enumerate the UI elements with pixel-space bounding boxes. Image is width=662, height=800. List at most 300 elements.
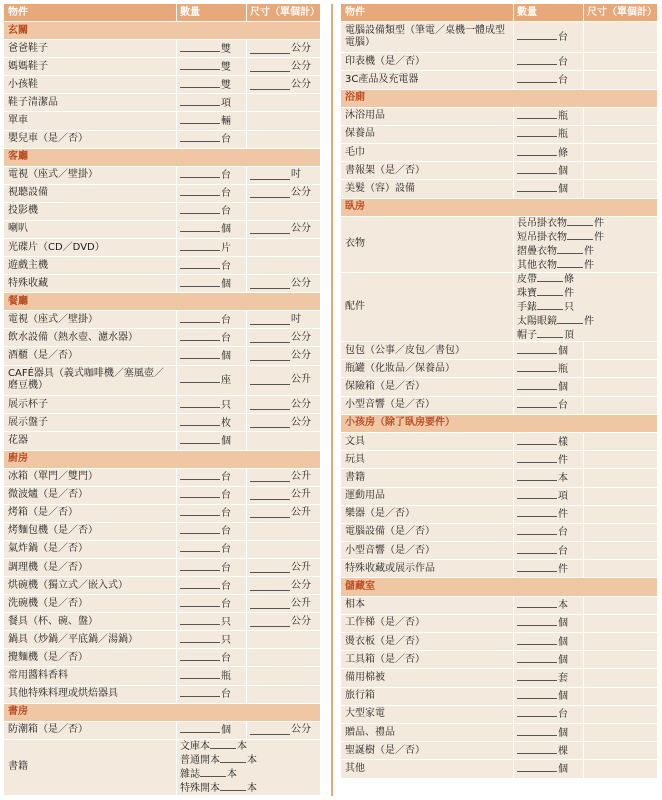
quantity-cell <box>513 760 583 777</box>
fill-in-blank[interactable] <box>180 78 220 88</box>
fill-in-blank[interactable] <box>180 313 220 323</box>
fill-in-blank[interactable] <box>180 561 220 571</box>
fill-in-blank[interactable] <box>517 762 557 772</box>
quantity-cell <box>513 397 583 414</box>
size-unit: 公分 <box>291 223 311 235</box>
size-unit: 公分 <box>291 615 311 627</box>
size-unit: 公分 <box>291 187 311 199</box>
size-cell <box>583 651 657 668</box>
quantity-unit: 只 <box>221 399 231 411</box>
section-label: 小孩房（除了臥房要件） <box>345 417 455 429</box>
item-name: 書籍 <box>345 471 365 483</box>
item-name: 酒櫃（是／否） <box>8 350 78 362</box>
sub-item-label: 長吊掛衣物 <box>517 218 567 230</box>
quantity-cell <box>513 560 583 577</box>
size-cell <box>246 94 320 111</box>
size-cell <box>583 760 657 777</box>
size-cell <box>583 542 657 559</box>
left-table <box>4 4 320 796</box>
quantity-cell <box>176 722 246 739</box>
quantity-cell <box>176 649 246 666</box>
fill-in-blank[interactable] <box>180 114 220 124</box>
quantity-cell <box>176 94 246 111</box>
fill-in-blank[interactable] <box>250 333 290 343</box>
item-name: 嬰兒車（是／否） <box>8 133 88 145</box>
size-cell <box>246 577 320 594</box>
fill-in-blank[interactable] <box>180 132 220 142</box>
size-cell <box>246 523 320 540</box>
size-cell <box>246 40 320 57</box>
quantity-cell <box>513 506 583 523</box>
quantity-unit: 台 <box>221 170 231 182</box>
size-unit: 公分 <box>291 398 311 410</box>
fill-in-blank[interactable] <box>180 687 220 697</box>
quantity-unit: 個 <box>558 654 568 666</box>
fill-in-blank[interactable] <box>567 216 593 226</box>
item-name: 贈品、禮品 <box>345 726 395 738</box>
fill-in-blank[interactable] <box>250 62 290 72</box>
fill-in-blank[interactable] <box>180 651 220 661</box>
quantity-cell <box>513 451 583 468</box>
quantity-unit: 座 <box>221 375 231 387</box>
sub-item-label: 雜誌 <box>180 769 200 781</box>
table-row <box>4 94 320 112</box>
item-name: 電視（座式／壁掛） <box>8 169 98 181</box>
fill-in-blank[interactable] <box>180 331 220 341</box>
table-row <box>4 686 320 704</box>
item-name: 展示盤子 <box>8 416 48 428</box>
item-name: 單車 <box>8 115 28 126</box>
quantity-unit: 本 <box>558 600 568 612</box>
quantity-cell <box>176 487 246 504</box>
item-name: 烤箱（是／否） <box>8 507 78 519</box>
quantity-cell <box>176 257 246 274</box>
fill-in-blank[interactable] <box>180 416 220 426</box>
fill-in-blank[interactable] <box>180 186 220 196</box>
fill-in-blank[interactable] <box>180 241 220 251</box>
sub-item <box>517 314 654 328</box>
item-name: 包包（公事／皮包／書包） <box>345 344 465 356</box>
fill-in-blank[interactable] <box>180 204 220 214</box>
fill-in-blank[interactable] <box>180 470 220 480</box>
fill-in-blank[interactable] <box>250 224 290 234</box>
size-cell <box>583 524 657 541</box>
size-unit: 吋 <box>291 313 301 325</box>
fill-in-blank[interactable] <box>180 349 220 359</box>
fill-in-blank[interactable] <box>250 418 290 428</box>
size-unit: 公升 <box>291 507 311 519</box>
table-row <box>4 559 320 577</box>
size-unit: 公升 <box>291 374 311 386</box>
table-row <box>341 633 657 651</box>
fill-in-blank[interactable] <box>557 314 583 324</box>
sub-item-label: 太陽眼鏡 <box>517 315 557 327</box>
size-cell <box>246 396 320 413</box>
item-name: 書籍 <box>8 761 28 773</box>
quantity-unit: 個 <box>558 345 568 357</box>
quantity-cell <box>176 559 246 576</box>
fill-in-blank[interactable] <box>250 400 290 410</box>
sub-item <box>517 272 654 286</box>
item-name: 小型音響（是／否） <box>345 544 435 556</box>
header-item: 物件 <box>345 6 365 18</box>
table-row <box>341 53 657 71</box>
sub-item-label: 短吊掛衣物 <box>517 232 567 244</box>
size-unit: 公升 <box>291 597 311 609</box>
fill-in-blank[interactable] <box>200 767 226 777</box>
fill-in-blank[interactable] <box>180 398 220 408</box>
size-cell <box>583 615 657 632</box>
item-name: 洗碗機（是／否） <box>8 597 88 609</box>
quantity-cell <box>513 433 583 450</box>
table-row <box>341 724 657 742</box>
item-name: 美髮（容）設備 <box>345 183 415 195</box>
section-heading <box>341 199 657 217</box>
fill-in-blank[interactable] <box>517 744 557 754</box>
table-row <box>341 451 657 469</box>
fill-in-blank[interactable] <box>250 581 290 591</box>
quantity-cell <box>513 342 583 359</box>
fill-in-blank[interactable] <box>517 30 557 40</box>
quantity-cell <box>176 686 246 703</box>
quantity-unit: 本 <box>558 472 568 484</box>
table-row <box>4 667 320 685</box>
quantity-unit: 件 <box>584 260 594 272</box>
fill-in-blank[interactable] <box>517 616 557 626</box>
table-row <box>341 760 657 778</box>
quantity-cell <box>513 217 657 272</box>
quantity-unit: 個 <box>558 763 568 775</box>
sub-item <box>180 739 317 753</box>
size-cell <box>583 488 657 505</box>
fill-in-blank[interactable] <box>517 380 557 390</box>
table-row <box>341 433 657 451</box>
table-row <box>4 221 320 239</box>
item-name: 防潮箱（是／否） <box>8 724 88 736</box>
quantity-unit: 個 <box>558 636 568 648</box>
quantity-unit: 台 <box>221 188 231 200</box>
quantity-unit: 棵 <box>558 745 568 757</box>
fill-in-blank[interactable] <box>250 472 290 482</box>
quantity-unit: 個 <box>221 278 231 290</box>
size-cell <box>246 239 320 256</box>
fill-in-blank[interactable] <box>250 725 290 735</box>
quantity-cell <box>176 577 246 594</box>
quantity-cell <box>176 505 246 522</box>
fill-in-blank[interactable] <box>250 170 290 180</box>
quantity-cell <box>176 203 246 220</box>
fill-in-blank[interactable] <box>250 563 290 573</box>
fill-in-blank[interactable] <box>180 615 220 625</box>
table-row <box>4 649 320 667</box>
fill-in-blank[interactable] <box>250 375 290 385</box>
fill-in-blank[interactable] <box>537 272 563 282</box>
fill-in-blank[interactable] <box>517 598 557 608</box>
size-cell <box>246 329 320 346</box>
fill-in-blank[interactable] <box>517 55 557 65</box>
fill-in-blank[interactable] <box>517 109 557 119</box>
table-row <box>4 722 320 740</box>
item-name: 攪麵機（是／否） <box>8 651 88 663</box>
quantity-unit: 個 <box>558 691 568 703</box>
size-cell <box>583 724 657 741</box>
table-row <box>341 378 657 396</box>
table-row <box>4 523 320 541</box>
quantity-unit: 樣 <box>558 436 568 448</box>
item-name: 投影機 <box>8 205 38 217</box>
fill-in-blank[interactable] <box>537 300 563 310</box>
item-name: 烤麵包機（是／否） <box>8 525 98 537</box>
sub-item-label: 特殊開本 <box>180 783 220 795</box>
fill-in-blank[interactable] <box>557 258 583 268</box>
fill-in-blank[interactable] <box>517 525 557 535</box>
fill-in-blank[interactable] <box>180 60 220 70</box>
quantity-unit: 件 <box>584 315 594 327</box>
size-cell <box>246 559 320 576</box>
item-name: 沐浴用品 <box>345 110 385 122</box>
right-table <box>341 4 657 779</box>
table-row <box>341 71 657 89</box>
table-row <box>341 126 657 144</box>
table-row <box>4 631 320 649</box>
fill-in-blank[interactable] <box>180 524 220 534</box>
fill-in-blank[interactable] <box>250 599 290 609</box>
section-label: 書房 <box>8 706 28 718</box>
size-unit: 公分 <box>291 350 311 362</box>
fill-in-blank[interactable] <box>557 244 583 254</box>
table-row <box>4 239 320 257</box>
fill-in-blank[interactable] <box>517 398 557 408</box>
sub-item-label: 帽子 <box>517 329 537 341</box>
fill-in-blank[interactable] <box>220 753 246 763</box>
fill-in-blank[interactable] <box>250 351 290 361</box>
quantity-unit: 個 <box>558 618 568 630</box>
sub-item-label: 其他衣物 <box>517 260 557 272</box>
quantity-unit: 台 <box>558 400 568 412</box>
size-cell <box>246 505 320 522</box>
fill-in-blank[interactable] <box>180 542 220 552</box>
fill-in-blank[interactable] <box>180 669 220 679</box>
fill-in-blank[interactable] <box>517 73 557 83</box>
quantity-unit: 本 <box>237 741 247 753</box>
size-cell <box>246 257 320 274</box>
quantity-unit: 台 <box>221 490 231 502</box>
quantity-unit: 個 <box>221 725 231 737</box>
table-row <box>341 706 657 724</box>
fill-in-blank[interactable] <box>517 544 557 554</box>
table-row <box>341 273 657 342</box>
header-item: 物件 <box>8 6 28 18</box>
fill-in-blank[interactable] <box>250 315 290 325</box>
quantity-cell <box>513 615 583 632</box>
quantity-cell <box>176 469 246 486</box>
quantity-unit: 雙 <box>221 79 231 91</box>
fill-in-blank[interactable] <box>517 507 557 517</box>
fill-in-blank[interactable] <box>250 279 290 289</box>
size-cell <box>583 180 657 197</box>
item-name: 大型家電 <box>345 708 385 720</box>
quantity-cell <box>176 185 246 202</box>
fill-in-blank[interactable] <box>180 222 220 232</box>
size-unit: 公升 <box>291 471 311 483</box>
quantity-unit: 件 <box>558 563 568 575</box>
fill-in-blank[interactable] <box>517 146 557 156</box>
fill-in-blank[interactable] <box>250 188 290 198</box>
fill-in-blank[interactable] <box>517 635 557 645</box>
quantity-unit: 只 <box>221 616 231 628</box>
item-name: 媽媽鞋子 <box>8 60 48 72</box>
item-name: 其他特殊料理或烘焙器具 <box>8 688 118 700</box>
size-cell <box>246 686 320 703</box>
fill-in-blank[interactable] <box>250 44 290 54</box>
table-row <box>4 613 320 631</box>
quantity-unit: 個 <box>558 381 568 393</box>
fill-in-blank[interactable] <box>517 435 557 445</box>
item-name: 聖誕樹（是／否） <box>345 744 425 756</box>
section-label: 廚房 <box>8 453 28 465</box>
fill-in-blank[interactable] <box>517 127 557 137</box>
size-cell <box>583 342 657 359</box>
quantity-cell <box>176 432 246 449</box>
quantity-cell <box>176 221 246 238</box>
size-unit: 吋 <box>291 169 301 181</box>
fill-in-blank[interactable] <box>517 707 557 717</box>
size-cell <box>583 71 657 88</box>
table-row <box>4 40 320 58</box>
quantity-cell <box>176 167 246 184</box>
size-cell <box>583 126 657 143</box>
quantity-cell <box>513 542 583 559</box>
fill-in-blank[interactable] <box>180 633 220 643</box>
quantity-cell <box>513 71 583 88</box>
fill-in-blank[interactable] <box>180 597 220 607</box>
quantity-cell <box>176 131 246 148</box>
quantity-cell <box>513 108 583 125</box>
table-row <box>4 257 320 275</box>
size-cell <box>246 275 320 292</box>
fill-in-blank[interactable] <box>517 182 557 192</box>
fill-in-blank[interactable] <box>517 164 557 174</box>
fill-in-blank[interactable] <box>180 506 220 516</box>
fill-in-blank[interactable] <box>517 562 557 572</box>
fill-in-blank[interactable] <box>180 277 220 287</box>
quantity-unit: 片 <box>221 242 231 254</box>
item-name: 瓶罐（化妝品／保養品） <box>345 362 455 374</box>
size-cell <box>246 469 320 486</box>
size-cell <box>246 167 320 184</box>
fill-in-blank[interactable] <box>517 344 557 354</box>
item-name: 工具箱（是／否） <box>345 653 425 665</box>
table-row <box>341 397 657 415</box>
fill-in-blank[interactable] <box>220 781 246 791</box>
sub-item-label: 摺疊衣物 <box>517 246 557 258</box>
quantity-cell <box>176 76 246 93</box>
table-row <box>4 366 320 397</box>
fill-in-blank[interactable] <box>180 579 220 589</box>
fill-in-blank[interactable] <box>180 259 220 269</box>
quantity-unit: 台 <box>558 709 568 721</box>
fill-in-blank[interactable] <box>180 373 220 383</box>
fill-in-blank[interactable] <box>517 726 557 736</box>
size-cell <box>246 487 320 504</box>
item-name: 電腦設備類型（筆電／桌機一體成型電腦） <box>345 25 505 49</box>
sub-item <box>517 300 654 314</box>
section-label: 臥房 <box>345 201 365 213</box>
section-label: 浴廁 <box>345 92 365 104</box>
section-heading <box>341 578 657 596</box>
quantity-unit: 台 <box>558 545 568 557</box>
size-cell <box>583 397 657 414</box>
table-row <box>4 131 320 149</box>
section-label: 儲藏室 <box>345 581 375 593</box>
column-divider <box>331 4 333 796</box>
fill-in-blank[interactable] <box>517 653 557 663</box>
item-name: 烘碗機（獨立式／嵌入式） <box>8 579 128 591</box>
fill-in-blank[interactable] <box>250 508 290 518</box>
fill-in-blank[interactable] <box>180 723 220 733</box>
fill-in-blank[interactable] <box>517 489 557 499</box>
size-cell <box>246 203 320 220</box>
quantity-unit: 雙 <box>221 61 231 73</box>
fill-in-blank[interactable] <box>250 80 290 90</box>
quantity-cell <box>513 126 583 143</box>
fill-in-blank[interactable] <box>517 362 557 372</box>
quantity-unit: 條 <box>564 273 574 285</box>
fill-in-blank[interactable] <box>250 490 290 500</box>
fill-in-blank[interactable] <box>517 689 557 699</box>
size-cell <box>583 360 657 377</box>
size-cell <box>583 108 657 125</box>
size-cell <box>583 378 657 395</box>
fill-in-blank[interactable] <box>537 286 563 296</box>
item-name: 保險箱（是／否） <box>345 380 425 392</box>
section-label: 餐廳 <box>8 295 28 307</box>
fill-in-blank[interactable] <box>180 488 220 498</box>
fill-in-blank[interactable] <box>517 471 557 481</box>
quantity-cell <box>176 523 246 540</box>
item-name: 光碟片（CD／DVD） <box>8 241 105 253</box>
fill-in-blank[interactable] <box>180 42 220 52</box>
quantity-cell <box>513 378 583 395</box>
fill-in-blank[interactable] <box>210 739 236 749</box>
item-name: 玩具 <box>345 453 365 465</box>
fill-in-blank[interactable] <box>517 671 557 681</box>
fill-in-blank[interactable] <box>180 434 220 444</box>
size-cell <box>583 688 657 705</box>
table-row <box>341 342 657 360</box>
quantity-unit: 只 <box>564 301 574 313</box>
quantity-unit: 項 <box>221 97 231 109</box>
quantity-unit: 台 <box>221 526 231 538</box>
fill-in-blank[interactable] <box>517 453 557 463</box>
item-name: 特殊收藏 <box>8 277 48 289</box>
table-row <box>4 414 320 432</box>
fill-in-blank[interactable] <box>180 96 220 106</box>
quantity-unit: 頂 <box>564 329 574 341</box>
fill-in-blank[interactable] <box>250 617 290 627</box>
table-row <box>341 162 657 180</box>
quantity-unit: 件 <box>584 246 594 258</box>
fill-in-blank[interactable] <box>567 230 593 240</box>
fill-in-blank[interactable] <box>180 168 220 178</box>
header-qty: 數量 <box>176 4 246 21</box>
fill-in-blank[interactable] <box>537 328 563 338</box>
quantity-cell <box>176 613 246 630</box>
quantity-cell <box>513 597 583 614</box>
table-row <box>341 688 657 706</box>
quantity-unit: 瓶 <box>558 111 568 123</box>
quantity-unit: 本 <box>247 755 257 767</box>
